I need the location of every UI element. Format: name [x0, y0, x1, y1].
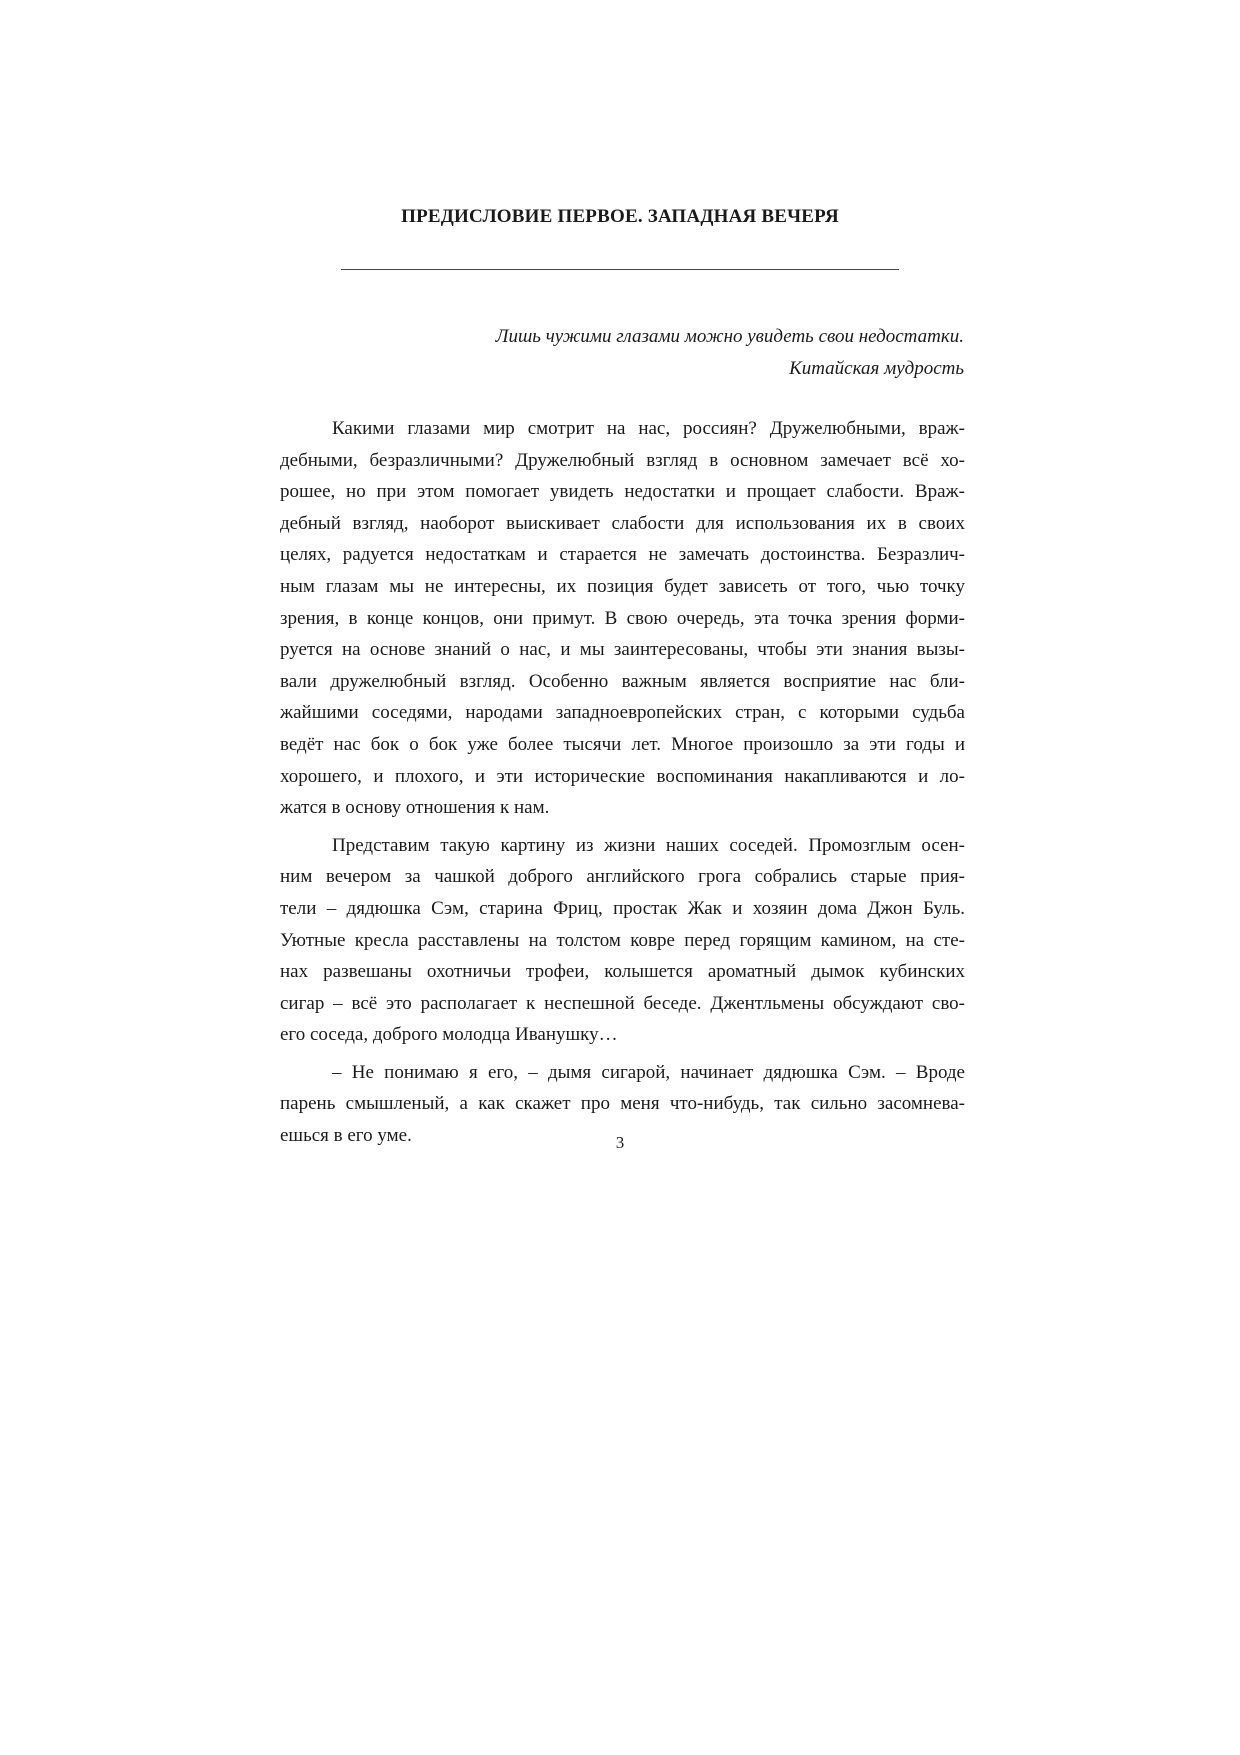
paragraph-1	[280, 413, 965, 824]
title-underline-rule	[341, 269, 899, 270]
text-line: дебными, безразличными? Дружелюбный взгляд в основном замечает всё хо-	[280, 449, 965, 471]
epigraph	[496, 321, 964, 385]
text-line: жатся в основу отношения к нам.	[280, 797, 550, 819]
text-line: ним вечером за чашкой доброго английского грога собрались старые прия-	[280, 866, 965, 888]
text-line: тели – дядюшка Сэм, старина Фриц, простак Жак и хозяин дома Джон Буль.	[280, 897, 965, 919]
text-line: – Не понимаю я его, – дымя сигарой, начинает дядюшка Сэм. – Вроде	[332, 1061, 965, 1083]
text-line: парень смышленый, а как скажет про меня что-нибудь, так сильно засомнева-	[280, 1093, 965, 1115]
text-line: дебный взгляд, наоборот выискивает слабости для использования их в своих	[280, 512, 965, 534]
text-line: рошее, но при этом помогает увидеть недостатки и прощает слабости. Враж-	[280, 481, 965, 503]
text-line: сигар – всё это располагает к неспешной беседе. Джентльмены обсуждают сво-	[280, 992, 965, 1014]
text-line: ным глазам мы не интересны, их позиция будет зависеть от того, чью точку	[280, 575, 965, 597]
text-line: нах развешаны охотничьи трофеи, колышется ароматный дымок кубинских	[280, 961, 965, 983]
text-line: целях, радуется недостаткам и старается не замечать достоинства. Безразлич-	[280, 544, 965, 566]
text-line: Уютные кресла расставлены на толстом ковре перед горящим камином, на сте-	[280, 929, 965, 951]
text-line: ешься в его уме.	[280, 1125, 412, 1147]
epigraph-quote: Лишь чужими глазами можно увидеть свои недостатки.	[495, 326, 964, 347]
chapter-title: ПРЕДИСЛОВИЕ ПЕРВОЕ. ЗАПАДНАЯ ВЕЧЕРЯ	[401, 206, 839, 227]
text-line: жайшими соседями, народами западноевропейских стран, с которыми судьба	[280, 702, 965, 724]
page-number: 3	[615, 1133, 625, 1152]
text-line: руется на основе знаний о нас, и мы заинтересованы, чтобы эти знания вызы-	[280, 639, 965, 661]
epigraph-attribution: Китайская мудрость	[789, 358, 964, 379]
text-line: зрения, в конце концов, они примут. В свою очередь, эта точка зрения форми-	[280, 607, 965, 629]
body-text	[280, 413, 965, 1152]
text-line: Какими глазами мир смотрит на нас, россиян? Дружелюбными, враж-	[332, 418, 965, 439]
text-line: его соседа, доброго молодца Иванушку…	[280, 1024, 618, 1046]
text-line: вали дружелюбный взгляд. Особенно важным является восприятие нас бли-	[280, 670, 965, 692]
paragraph-2	[280, 830, 965, 1051]
text-line: ведёт нас бок о бок уже более тысячи лет. Многое произошло за эти годы и	[280, 733, 965, 755]
text-line: хорошего, и плохого, и эти исторические воспоминания накапливаются и ло-	[280, 765, 965, 787]
text-line: Представим такую картину из жизни наших соседей. Промозглым осен-	[332, 834, 965, 856]
